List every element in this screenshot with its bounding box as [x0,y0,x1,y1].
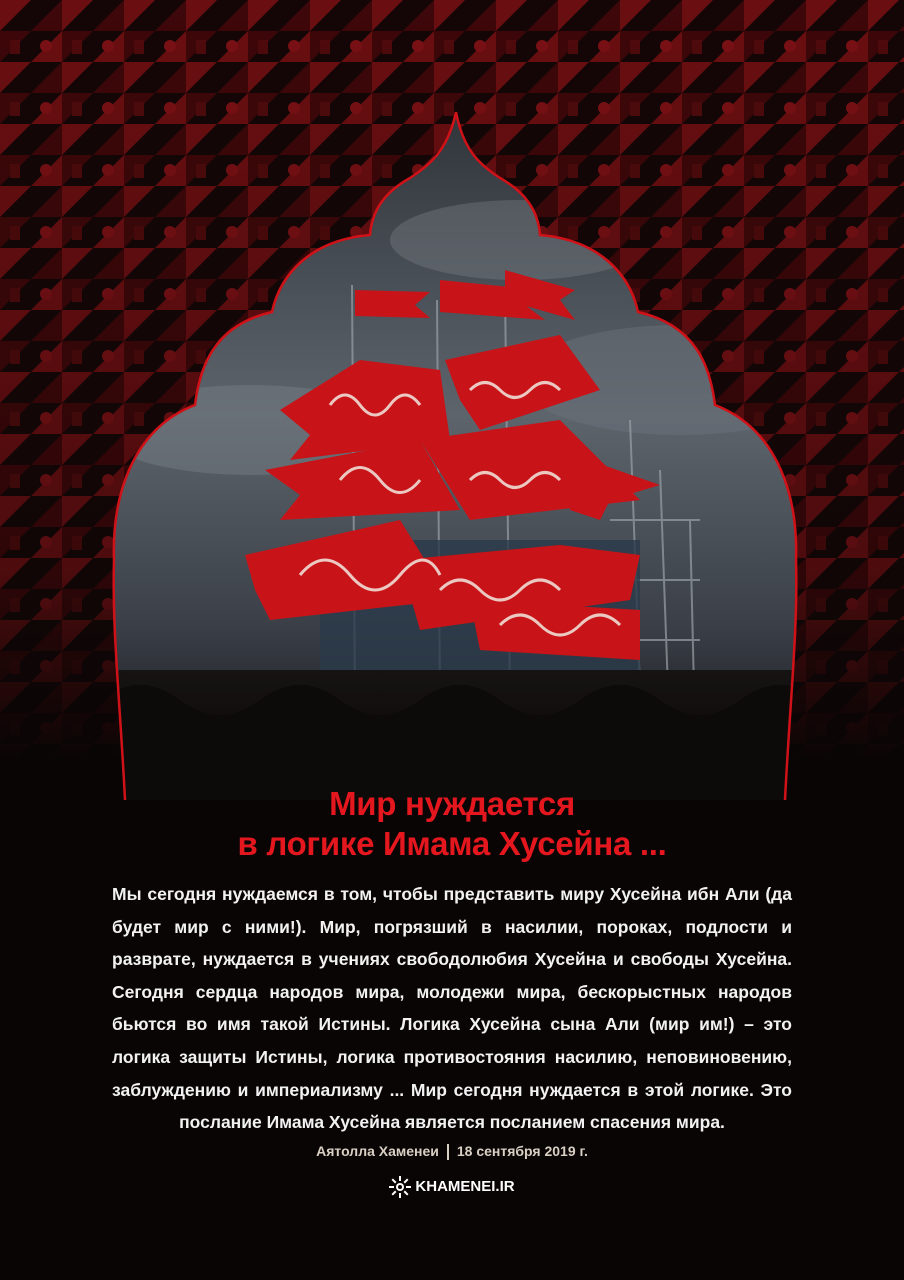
attribution [0,1143,904,1160]
headline [0,784,904,864]
site-logo[interactable] [0,1176,904,1198]
attribution-divider [447,1144,449,1160]
author-name: Аятолла Хаменеи [316,1143,439,1159]
sunburst-logo-icon [389,1176,411,1198]
headline-line-1: Мир нуждается [329,785,575,822]
headline-line-2: в логике Имама Хусейна ... [237,825,667,862]
quote-date: 18 сентября 2019 г. [456,1143,588,1159]
quote-text: Мы сегодня нуждаемся в том, чтобы представить миру Хусейна ибн Али (да будет мир с ними!). Мир, погрязший в насилии, пороках, подлости и разврате, нуждается в учениях свободолюбия Хусейна и свободы Хусейна. Сегодня сердца народов мира, молодежи мира, бескорыстных народов бьются во имя такой Истины. Логика Хусейна сына Али (мир им!) – это логика защиты Истины, логика противостояния насилию, неповиновению, заблуждению и империализму ... Мир сегодня нуждается в этой логике. Это послание Имама Хусейна является посланием спасения мира. [112,884,792,1133]
logo-text: KHAMENEI.IR [415,1177,515,1195]
